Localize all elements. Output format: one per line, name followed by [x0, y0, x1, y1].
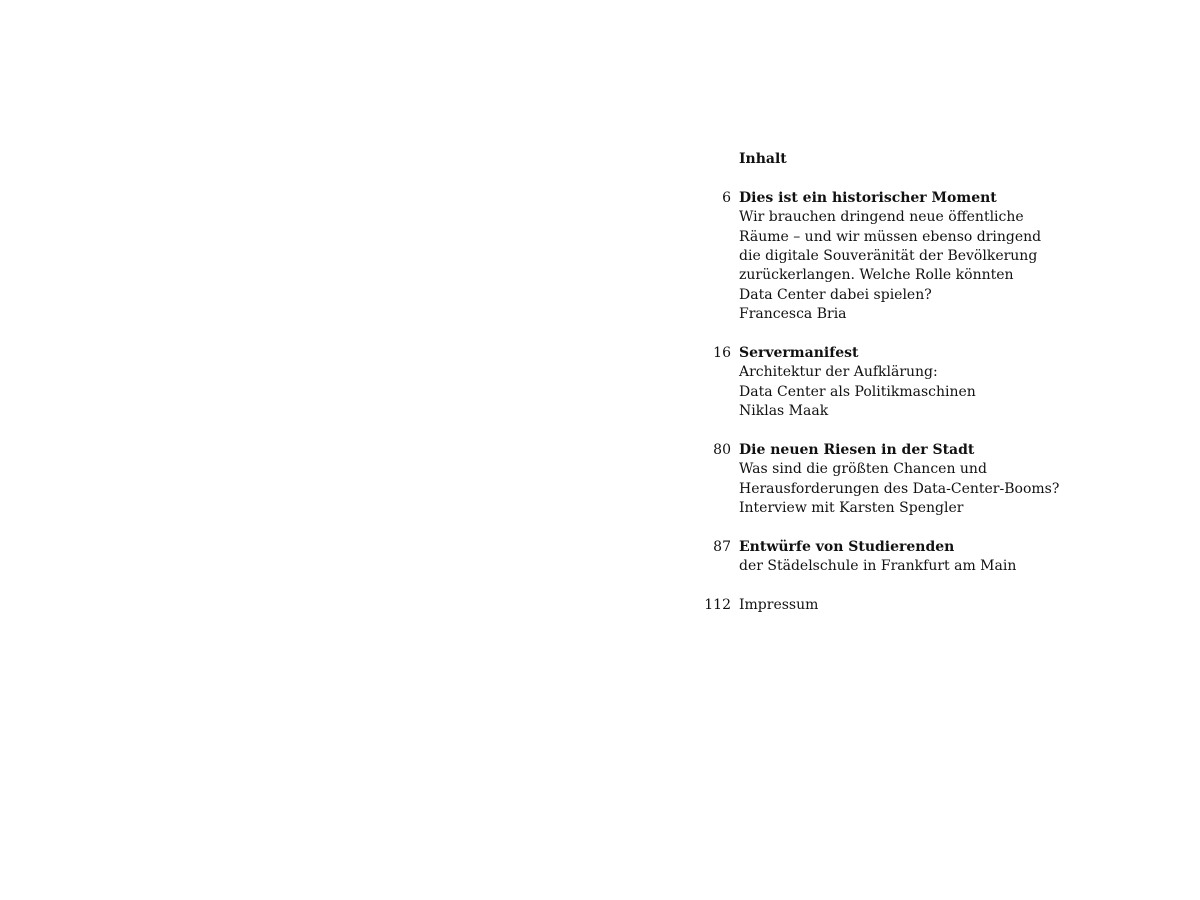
toc-entry-line: Data Center als Politikmaschinen — [739, 383, 976, 400]
toc-entry-line: Architektur der Aufklärung: — [739, 364, 938, 381]
toc-entry-author: Niklas Maak — [739, 403, 829, 420]
toc-entry-line: die digitale Souveränität der Bevölkerung — [739, 248, 1038, 265]
toc-entry-title: Die neuen Riesen in der Stadt — [739, 442, 975, 459]
toc-entry-title: Impressum — [739, 597, 819, 614]
toc-entry-line: zurückerlangen. Welche Rolle könnten — [739, 267, 1014, 284]
toc-entry-line: Herausforderungen des Data-Center-Booms? — [739, 480, 1060, 497]
toc-entry-author: Interview mit Karsten Spengler — [739, 500, 964, 517]
toc-entry-impressum — [696, 596, 1156, 615]
toc-page-number: 87 — [713, 539, 731, 556]
toc-entry-neue-riesen — [696, 441, 1156, 519]
toc-page-number: 6 — [722, 189, 731, 206]
toc-entry-servermanifest — [696, 344, 1156, 422]
toc-entry-entwuerfe — [696, 538, 1156, 577]
toc-entry-title: Servermanifest — [739, 345, 859, 362]
toc-entry-line: Was sind die größten Chancen und — [739, 461, 987, 478]
toc-entry-title: Entwürfe von Studierenden — [739, 539, 955, 556]
toc-entry-line: Data Center dabei spielen? — [739, 286, 932, 303]
toc-entry-line: der Städelschule in Frankfurt am Main — [739, 558, 1017, 575]
toc-entry-line: Räume – und wir müssen ebenso dringend — [739, 228, 1042, 245]
toc-page-number: 112 — [704, 597, 731, 614]
toc-entry-title: Dies ist ein historischer Moment — [739, 189, 997, 206]
toc-heading: Inhalt — [739, 151, 787, 167]
toc-page-number: 16 — [713, 345, 731, 362]
toc-entry-historischer-moment — [696, 189, 1156, 325]
right-page — [600, 0, 1200, 900]
table-of-contents — [696, 150, 1156, 635]
toc-entry-author: Francesca Bria — [739, 306, 847, 323]
toc-entry-line: Wir brauchen dringend neue öffentliche — [739, 209, 1024, 226]
toc-page-number: 80 — [713, 442, 731, 459]
